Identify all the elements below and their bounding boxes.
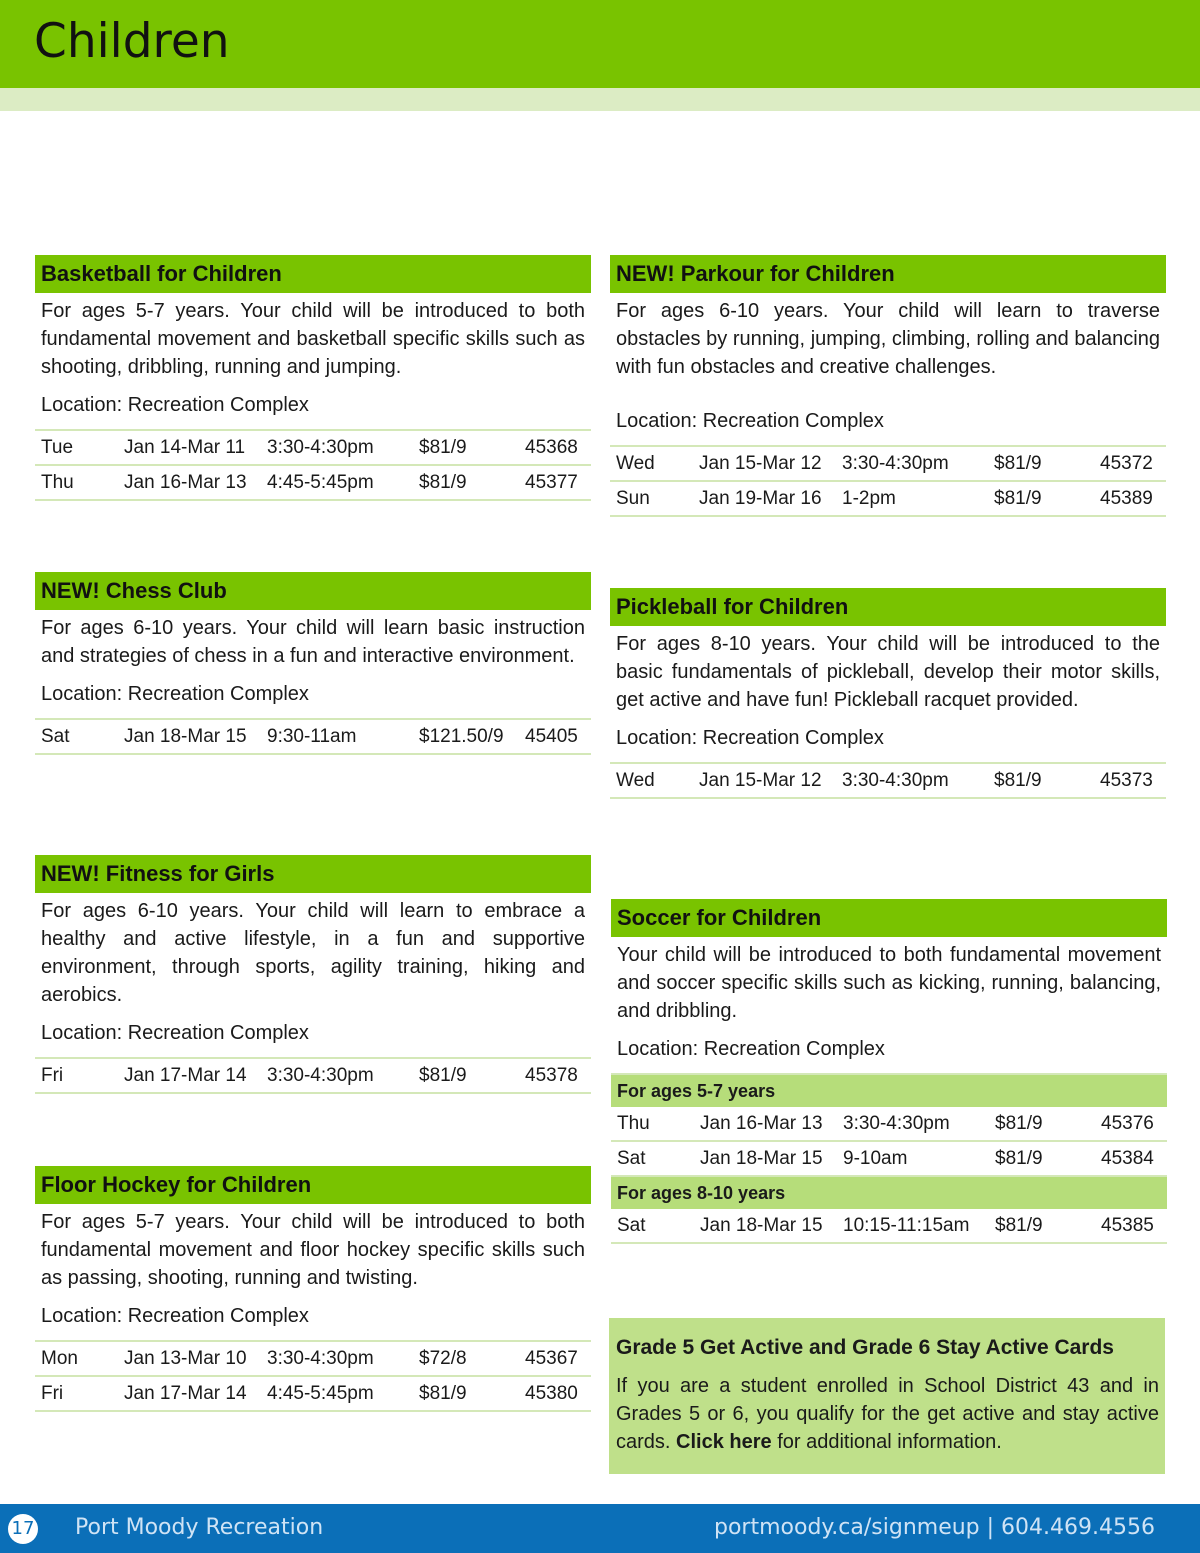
course-code[interactable]: 45385	[1095, 1209, 1167, 1243]
fee: $81/9	[413, 430, 519, 465]
program-title: NEW! Chess Club	[35, 572, 591, 610]
time: 4:45-5:45pm	[261, 465, 413, 500]
schedule-row	[611, 1141, 1167, 1176]
program-soccer	[611, 899, 1167, 1244]
schedule-row	[611, 1209, 1167, 1243]
schedule-row	[610, 481, 1166, 516]
dates: Jan 15-Mar 12	[693, 446, 836, 481]
fee: $81/9	[413, 465, 519, 500]
schedule-row	[35, 465, 591, 500]
program-pickleball	[610, 588, 1166, 799]
age-group-label: For ages 5-7 years	[611, 1074, 1167, 1107]
program-description: For ages 6-10 years. Your child will learn to embrace a healthy and active lifestyle, in a fun and supportive environment, through sports, agility training, hiking and aerobics.	[41, 900, 585, 1006]
program-location: Location: Recreation Complex	[41, 683, 309, 705]
schedule-row	[610, 763, 1166, 798]
course-code[interactable]: 45368	[519, 430, 591, 465]
day: Thu	[611, 1107, 694, 1141]
time: 3:30-4:30pm	[261, 1058, 413, 1093]
time: 3:30-4:30pm	[836, 763, 988, 798]
schedule-table	[610, 762, 1166, 799]
time: 3:30-4:30pm	[837, 1107, 989, 1141]
schedule-row	[35, 1376, 591, 1411]
program-parkour	[610, 255, 1166, 517]
fee: $81/9	[413, 1058, 519, 1093]
day: Sat	[35, 719, 118, 754]
age-group-header	[611, 1176, 1167, 1209]
fee: $81/9	[989, 1107, 1095, 1141]
time: 3:30-4:30pm	[261, 430, 413, 465]
program-fitness	[35, 855, 591, 1094]
fee: $121.50/9	[413, 719, 519, 754]
info-box-text	[616, 1372, 1159, 1456]
program-basketball	[35, 255, 591, 501]
schedule-table	[35, 718, 591, 755]
fee: $81/9	[989, 1141, 1095, 1176]
info-text-before: If you are a student enrolled in School District 43 and in Grades 5 or 6, you qualify for the get active and stay active cards.	[616, 1375, 1159, 1453]
schedule-row	[610, 446, 1166, 481]
time: 9-10am	[837, 1141, 989, 1176]
day: Sat	[611, 1141, 694, 1176]
dates: Jan 19-Mar 16	[693, 481, 836, 516]
course-code[interactable]: 45380	[519, 1376, 591, 1411]
time: 3:30-4:30pm	[836, 446, 988, 481]
time: 1-2pm	[836, 481, 988, 516]
schedule-table	[611, 1073, 1167, 1244]
program-title: Soccer for Children	[611, 899, 1167, 937]
schedule-row	[35, 430, 591, 465]
info-box-title: Grade 5 Get Active and Grade 6 Stay Active Cards	[616, 1336, 1114, 1359]
program-location: Location: Recreation Complex	[41, 1022, 309, 1044]
program-description: For ages 6-10 years. Your child will learn to traverse obstacles by running, jumping, climbing, rolling and balancing with fun obstacles and creative challenges.	[616, 300, 1160, 378]
program-location: Location: Recreation Complex	[617, 1038, 885, 1060]
schedule-row	[611, 1107, 1167, 1141]
course-code[interactable]: 45372	[1094, 446, 1166, 481]
info-text-after: for additional information.	[771, 1431, 1002, 1453]
schedule-table	[610, 445, 1166, 517]
dates: Jan 16-Mar 13	[118, 465, 261, 500]
time: 3:30-4:30pm	[261, 1341, 413, 1376]
schedule-table	[35, 1057, 591, 1094]
dates: Jan 18-Mar 15	[694, 1209, 837, 1243]
dates: Jan 16-Mar 13	[694, 1107, 837, 1141]
age-group-label: For ages 8-10 years	[611, 1176, 1167, 1209]
click-here-link[interactable]: Click here	[676, 1431, 772, 1453]
time: 10:15-11:15am	[837, 1209, 989, 1243]
course-code[interactable]: 45405	[519, 719, 591, 754]
schedule-row	[35, 1058, 591, 1093]
program-location: Location: Recreation Complex	[41, 394, 309, 416]
course-code[interactable]: 45377	[519, 465, 591, 500]
program-description: For ages 8-10 years. Your child will be introduced to the basic fundamentals of pickleball, develop their motor skills, get active and have fun! Pickleball racquet provided.	[616, 633, 1160, 711]
time: 4:45-5:45pm	[261, 1376, 413, 1411]
program-title: NEW! Parkour for Children	[610, 255, 1166, 293]
program-location: Location: Recreation Complex	[616, 727, 884, 749]
dates: Jan 14-Mar 11	[118, 430, 261, 465]
program-floor-hockey	[35, 1166, 591, 1412]
course-code[interactable]: 45389	[1094, 481, 1166, 516]
dates: Jan 17-Mar 14	[118, 1058, 261, 1093]
fee: $81/9	[989, 1209, 1095, 1243]
schedule-table	[35, 429, 591, 501]
footer-bar	[0, 1504, 1200, 1553]
dates: Jan 15-Mar 12	[693, 763, 836, 798]
program-title: NEW! Fitness for Girls	[35, 855, 591, 893]
program-description: For ages 5-7 years. Your child will be introduced to both fundamental movement and basketball specific skills such as shooting, dribbling, running and jumping.	[41, 300, 585, 378]
day: Sun	[610, 481, 693, 516]
program-location: Location: Recreation Complex	[41, 1305, 309, 1327]
program-description: For ages 6-10 years. Your child will learn basic instruction and strategies of chess in a fun and interactive environment.	[41, 617, 585, 667]
day: Fri	[35, 1058, 118, 1093]
program-description: Your child will be introduced to both fundamental movement and soccer specific skills such as kicking, running, balancing, and dribbling.	[617, 944, 1161, 1022]
fee: $81/9	[988, 481, 1094, 516]
dates: Jan 18-Mar 15	[118, 719, 261, 754]
footer-contact[interactable]: portmoody.ca/signmeup | 604.469.4556	[714, 1515, 1155, 1540]
time: 9:30-11am	[261, 719, 413, 754]
fee: $81/9	[413, 1376, 519, 1411]
course-code[interactable]: 45378	[519, 1058, 591, 1093]
day: Fri	[35, 1376, 118, 1411]
fee: $81/9	[988, 446, 1094, 481]
program-title: Pickleball for Children	[610, 588, 1166, 626]
dates: Jan 18-Mar 15	[694, 1141, 837, 1176]
day: Wed	[610, 763, 693, 798]
age-group-header	[611, 1074, 1167, 1107]
program-title: Basketball for Children	[35, 255, 591, 293]
day: Wed	[610, 446, 693, 481]
day: Mon	[35, 1341, 118, 1376]
dates: Jan 17-Mar 14	[118, 1376, 261, 1411]
program-chess	[35, 572, 591, 755]
program-title: Floor Hockey for Children	[35, 1166, 591, 1204]
header-accent-strip	[0, 88, 1200, 111]
schedule-row	[35, 719, 591, 754]
day: Thu	[35, 465, 118, 500]
page-number: 17	[8, 1514, 38, 1544]
active-cards-info-box	[609, 1318, 1165, 1474]
fee: $72/8	[413, 1341, 519, 1376]
schedule-table	[35, 1340, 591, 1412]
course-code[interactable]: 45376	[1095, 1107, 1167, 1141]
dates: Jan 13-Mar 10	[118, 1341, 261, 1376]
day: Sat	[611, 1209, 694, 1243]
fee: $81/9	[988, 763, 1094, 798]
program-description: For ages 5-7 years. Your child will be introduced to both fundamental movement and floor hockey specific skills such as passing, shooting, running and twisting.	[41, 1211, 585, 1289]
course-code[interactable]: 45373	[1094, 763, 1166, 798]
program-location: Location: Recreation Complex	[616, 410, 884, 432]
course-code[interactable]: 45367	[519, 1341, 591, 1376]
footer-org-name: Port Moody Recreation	[75, 1515, 324, 1540]
schedule-row	[35, 1341, 591, 1376]
page-title: Children	[34, 14, 230, 69]
course-code[interactable]: 45384	[1095, 1141, 1167, 1176]
day: Tue	[35, 430, 118, 465]
